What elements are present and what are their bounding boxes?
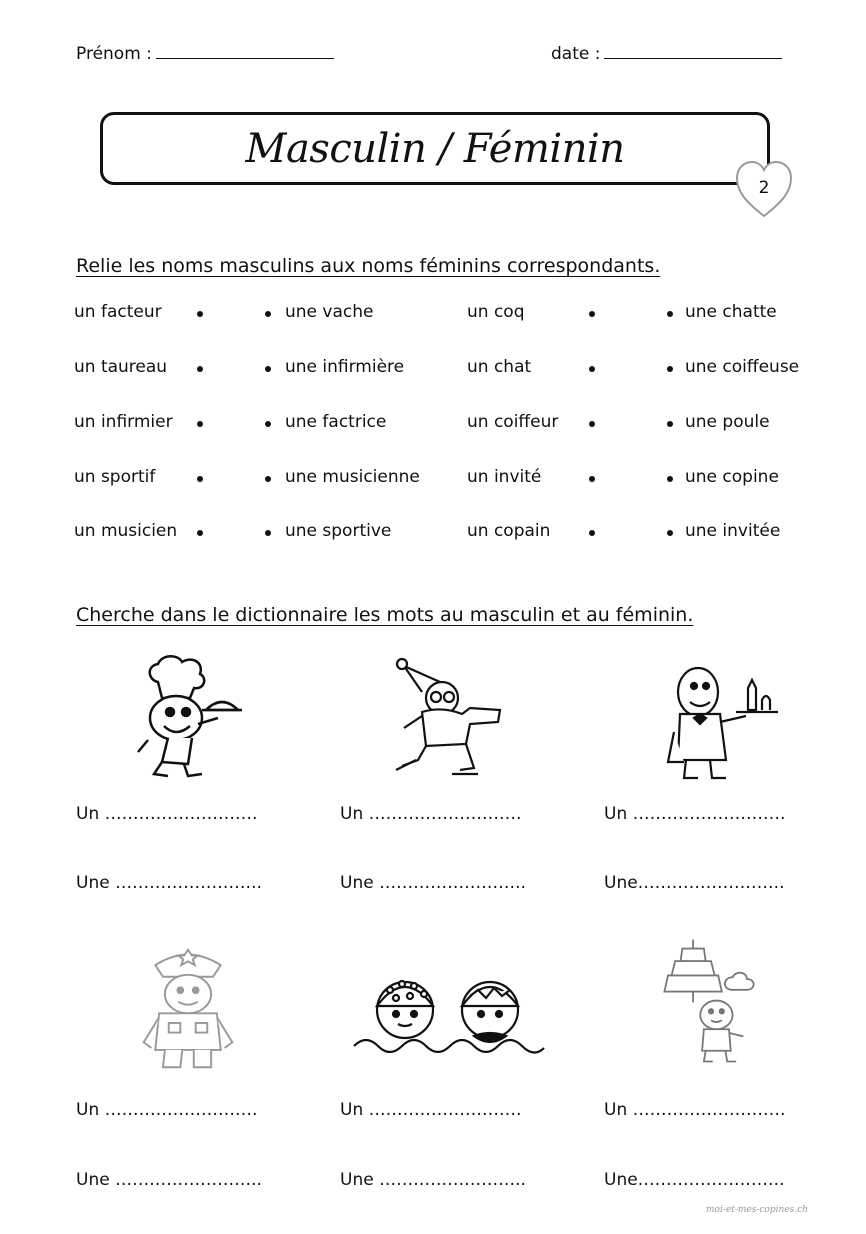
word-left-masculine: un facteur [74,302,162,322]
connection-dot[interactable] [197,311,203,317]
answer-un-blank[interactable]: Un ……………………… [340,804,522,824]
date-line[interactable] [604,44,782,59]
police-officer-icon [118,944,258,1074]
word-right-feminine: une coiffeuse [685,357,800,377]
connection-dot[interactable] [667,476,673,482]
word-left-feminine: une vache [285,302,374,322]
date-label: date : [551,44,601,64]
answer-une-blank[interactable]: Une…………………….. [604,873,785,893]
swimmers-icon [350,968,546,1060]
word-left-feminine: une musicienne [285,467,420,487]
word-left-masculine: un taureau [74,357,168,377]
word-left-feminine: une factrice [285,412,387,432]
word-right-masculine: un invité [467,467,542,487]
chef-cook-icon [118,652,258,782]
answer-un-blank[interactable]: Un ……………………… [76,804,258,824]
word-left-masculine: un sportif [74,467,156,487]
connection-dot[interactable] [265,366,271,372]
word-right-feminine: une chatte [685,302,777,322]
connection-dot[interactable] [589,530,595,536]
connection-dot[interactable] [589,366,595,372]
connection-dot[interactable] [589,311,595,317]
connection-dot[interactable] [589,476,595,482]
first-name-field[interactable] [76,44,334,64]
word-right-feminine: une poule [685,412,770,432]
word-left-feminine: une infirmière [285,357,405,377]
answer-une-blank[interactable]: Une …………………….. [76,1170,262,1190]
connection-dot[interactable] [265,421,271,427]
connection-dot[interactable] [197,366,203,372]
connection-dot[interactable] [265,530,271,536]
connection-dot[interactable] [197,476,203,482]
word-right-masculine: un chat [467,357,532,377]
date-field[interactable] [551,44,782,64]
connection-dot[interactable] [265,311,271,317]
pastry-chef-icon [650,936,790,1066]
first-name-line[interactable] [156,44,334,59]
word-left-masculine: un infirmier [74,412,173,432]
word-right-masculine: un coq [467,302,525,322]
skater-icon [382,652,522,782]
answer-un-blank[interactable]: Un ……………………… [604,1100,786,1120]
exercise1-instruction: Relie les noms masculins aux noms féminins correspondants. [76,255,661,277]
connection-dot[interactable] [667,530,673,536]
answer-une-blank[interactable]: Une …………………….. [76,873,262,893]
answer-une-blank[interactable]: Une …………………….. [340,873,526,893]
word-left-feminine: une sportive [285,521,392,541]
connection-dot[interactable] [667,421,673,427]
connection-dot[interactable] [667,311,673,317]
footer-credit: moi-et-mes-copines.ch [706,1205,808,1215]
answer-une-blank[interactable]: Une …………………….. [340,1170,526,1190]
answer-une-blank[interactable]: Une…………………….. [604,1170,785,1190]
word-right-feminine: une invitée [685,521,781,541]
waiter-icon [650,652,790,782]
connection-dot[interactable] [265,476,271,482]
worksheet-number: 2 [758,178,770,198]
word-right-feminine: une copine [685,467,779,487]
answer-un-blank[interactable]: Un ……………………… [604,804,786,824]
connection-dot[interactable] [197,421,203,427]
connection-dot[interactable] [589,421,595,427]
word-left-masculine: un musicien [74,521,178,541]
answer-un-blank[interactable]: Un ……………………… [340,1100,522,1120]
page-title: Masculin / Féminin [245,125,625,172]
first-name-label: Prénom : [76,44,152,64]
word-right-masculine: un copain [467,521,551,541]
exercise2-instruction: Cherche dans le dictionnaire les mots au masculin et au féminin. [76,604,694,626]
connection-dot[interactable] [197,530,203,536]
word-right-masculine: un coiffeur [467,412,559,432]
answer-un-blank[interactable]: Un ……………………… [76,1100,258,1120]
connection-dot[interactable] [667,366,673,372]
